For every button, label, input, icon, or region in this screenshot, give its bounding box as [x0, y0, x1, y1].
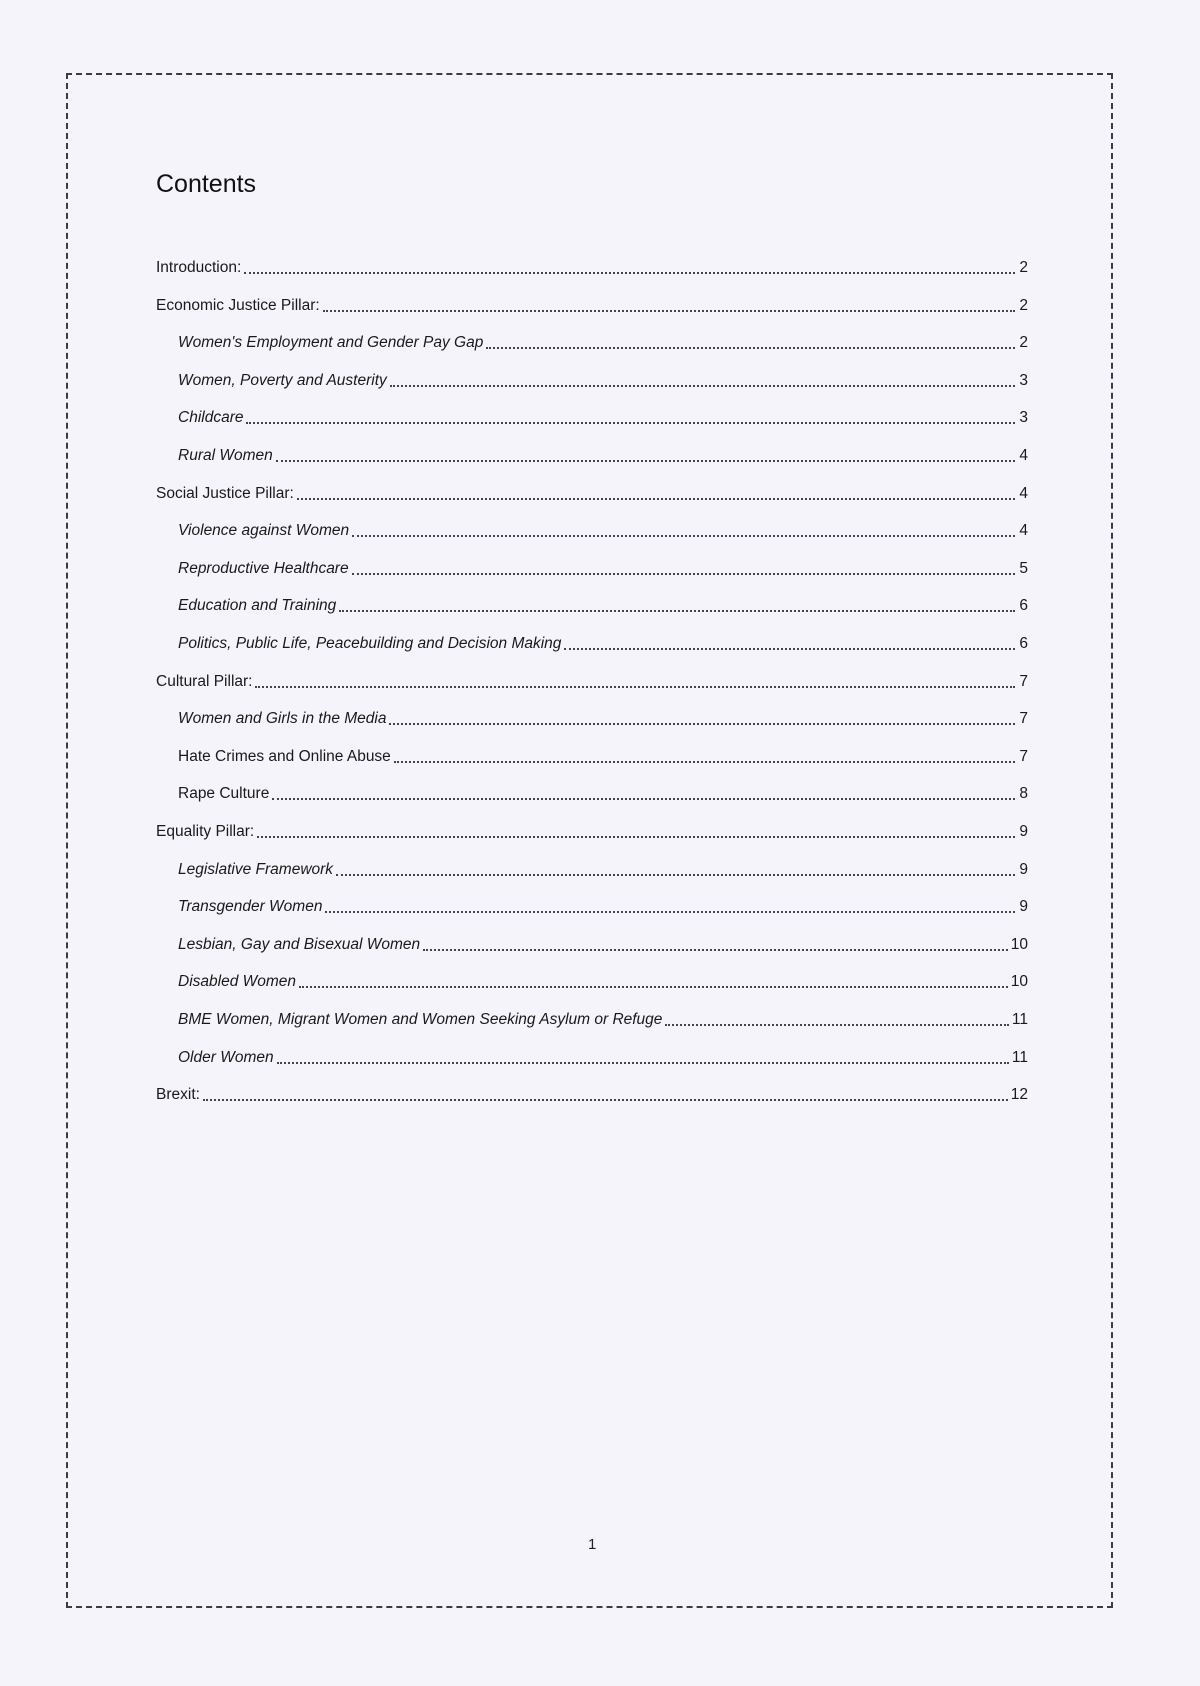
toc-entry-label: Cultural Pillar: [156, 672, 253, 690]
toc-entry-page: 10 [1010, 973, 1028, 991]
toc-entry-label: Economic Justice Pillar: [156, 296, 320, 314]
toc-dot-leader [272, 797, 1015, 800]
toc-entry[interactable] [156, 284, 1028, 316]
toc-entry[interactable] [178, 396, 1028, 428]
toc-entry-label: Hate Crimes and Online Abuse [178, 747, 391, 765]
toc-entry[interactable] [178, 321, 1028, 353]
toc-entry[interactable] [178, 885, 1028, 917]
toc-dot-leader [390, 384, 1015, 387]
toc-entry[interactable] [178, 1036, 1028, 1068]
toc-entry[interactable] [156, 810, 1028, 842]
toc-entry-label: Social Justice Pillar: [156, 484, 294, 502]
toc-dot-leader [423, 948, 1008, 951]
toc-entry[interactable] [178, 584, 1028, 616]
toc-entry-page: 7 [1019, 672, 1028, 690]
toc-entry-label: Women's Employment and Gender Pay Gap [178, 334, 484, 352]
toc-entry[interactable] [156, 1073, 1028, 1105]
page-number: 1 [588, 1536, 597, 1553]
toc-dot-leader [299, 985, 1008, 988]
toc-entry-label: Women, Poverty and Austerity [178, 371, 387, 389]
toc-dot-leader [297, 497, 1015, 500]
toc-entry-page: 7 [1019, 747, 1028, 765]
toc-dot-leader [255, 685, 1015, 688]
toc-entry-label: Equality Pillar: [156, 823, 255, 840]
toc-dot-leader [389, 722, 1015, 725]
toc-entry[interactable] [178, 697, 1028, 729]
toc-entry-label: Transgender Women [178, 898, 323, 916]
toc-entry[interactable] [178, 923, 1028, 955]
toc-entry[interactable] [156, 246, 1028, 278]
toc-entry[interactable] [156, 660, 1028, 692]
toc-dot-leader [564, 647, 1015, 650]
toc-entry-label: Politics, Public Life, Peacebuilding and Decision Making [178, 635, 562, 652]
toc-entry[interactable] [178, 772, 1028, 804]
toc-entry[interactable] [178, 622, 1028, 654]
toc-entry-page: 2 [1019, 259, 1028, 276]
toc-dot-leader [394, 760, 1015, 763]
toc-dot-leader [339, 609, 1015, 612]
toc-entry[interactable] [178, 998, 1028, 1030]
toc-entry[interactable] [178, 848, 1028, 880]
toc-dot-leader [203, 1098, 1008, 1101]
toc-entry-label: Rape Culture [178, 785, 270, 803]
toc-entry-page: 8 [1019, 785, 1028, 803]
toc-entry-page: 9 [1019, 898, 1028, 916]
toc-dot-leader [352, 572, 1015, 575]
toc-entry-page: 10 [1010, 935, 1028, 953]
toc-entry[interactable] [178, 509, 1028, 541]
toc-entry[interactable] [178, 960, 1028, 992]
toc-entry-page: 4 [1019, 522, 1028, 540]
toc-entry[interactable] [178, 359, 1028, 391]
toc-entry-page: 3 [1019, 409, 1028, 427]
toc-dot-leader [325, 910, 1015, 913]
toc-entry-label: Education and Training [178, 597, 337, 615]
toc-dot-leader [665, 1023, 1008, 1026]
toc-dot-leader [277, 1061, 1009, 1064]
toc-dot-leader [336, 873, 1015, 876]
toc-entry-page: 6 [1019, 635, 1028, 652]
toc-entry-page: 12 [1010, 1086, 1028, 1104]
toc-entry-page: 6 [1019, 597, 1028, 615]
toc-entry-label: Childcare [178, 409, 244, 427]
toc-entry-page: 5 [1019, 559, 1028, 577]
toc-entry-page: 11 [1011, 1011, 1028, 1028]
toc-dot-leader [323, 309, 1015, 312]
toc-dot-leader [276, 459, 1015, 462]
toc-entry-label: Older Women [178, 1048, 274, 1066]
toc-entry-page: 3 [1019, 371, 1028, 389]
toc-entry[interactable] [178, 735, 1028, 767]
toc-entry-page: 11 [1011, 1048, 1028, 1066]
toc-entry[interactable] [178, 547, 1028, 579]
toc-entry[interactable] [178, 434, 1028, 466]
toc-entry-label: Women and Girls in the Media [178, 710, 387, 728]
toc-entry-label: Legislative Framework [178, 860, 334, 878]
toc-entry-label: Violence against Women [178, 522, 350, 540]
toc-dot-leader [257, 835, 1015, 838]
toc-entry-page: 4 [1019, 484, 1028, 502]
toc-dot-leader [246, 421, 1015, 424]
toc-entry-label: Disabled Women [178, 973, 297, 991]
toc-entry-label: BME Women, Migrant Women and Women Seeking Asylum or Refuge [178, 1011, 663, 1028]
toc-entry-page: 9 [1019, 823, 1028, 840]
toc-entry-label: Introduction: [156, 259, 242, 276]
toc-entry[interactable] [156, 472, 1028, 504]
toc-entry-page: 2 [1019, 296, 1028, 314]
toc-entry-page: 4 [1019, 447, 1028, 464]
toc-entry-label: Brexit: [156, 1086, 200, 1104]
toc-dot-leader [244, 271, 1015, 274]
toc-dot-leader [486, 346, 1015, 349]
toc-entry-page: 2 [1019, 334, 1028, 352]
toc-entry-label: Lesbian, Gay and Bisexual Women [178, 935, 421, 953]
page-title: Contents [156, 170, 257, 198]
toc-entry-label: Rural Women [178, 447, 273, 464]
toc-entry-page: 7 [1019, 710, 1028, 728]
toc-dot-leader [352, 534, 1015, 537]
toc-entry-label: Reproductive Healthcare [178, 559, 349, 577]
toc-entry-page: 9 [1019, 860, 1028, 878]
